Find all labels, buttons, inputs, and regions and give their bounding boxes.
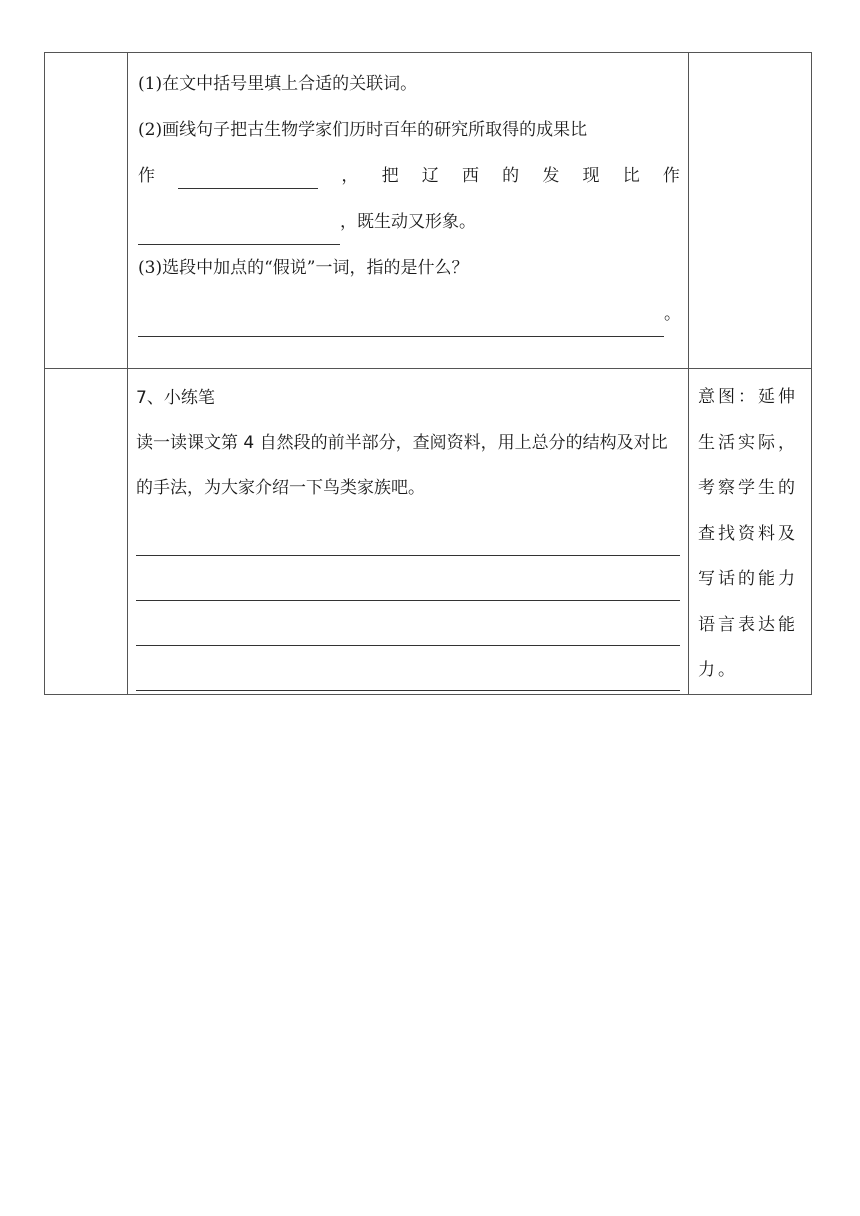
fill-blank[interactable] (178, 164, 318, 189)
answer-line[interactable] (138, 312, 664, 337)
note-cell (689, 369, 812, 695)
question-2-line1: (2)画线句子把古生物学家们历时百年的研究所取得的成果比 (138, 120, 588, 140)
writing-line[interactable] (136, 556, 680, 601)
exercise-cell (128, 369, 689, 695)
question-1: (1)在文中括号里填上合适的关联词。 (138, 74, 418, 94)
design-note: 意图：延伸生活实际，考察学生的查找资料及写话的能力语言表达能力。 (698, 387, 798, 680)
exercise-title: 7、小练笔 (136, 388, 215, 408)
lesson-table (44, 52, 812, 695)
note-cell (689, 53, 812, 369)
question-3-answer: 。 (138, 291, 680, 337)
exercise-cell (128, 53, 689, 369)
design-note (689, 53, 811, 59)
step-cell (45, 369, 128, 695)
writing-line[interactable] (136, 601, 680, 646)
table-row (45, 369, 812, 695)
table-row (45, 53, 812, 369)
question-2-line3: ，既生动又形象。 (138, 199, 680, 245)
step-cell (45, 53, 128, 369)
fill-blank[interactable] (138, 220, 340, 245)
question-2-line2: 作 ， 把 辽 西 的 发 现 比 作 (138, 153, 680, 199)
writing-line[interactable] (136, 646, 680, 691)
question-3: (3)选段中加点的“假说”一词，指的是什么？ (138, 258, 469, 278)
exercise-prompt: 读一读课文第 4 自然段的前半部分，查阅资料，用上总分的结构及对比的手法，为大家介绍一下鸟类家族吧。 (136, 433, 668, 498)
writing-line[interactable] (136, 511, 680, 556)
